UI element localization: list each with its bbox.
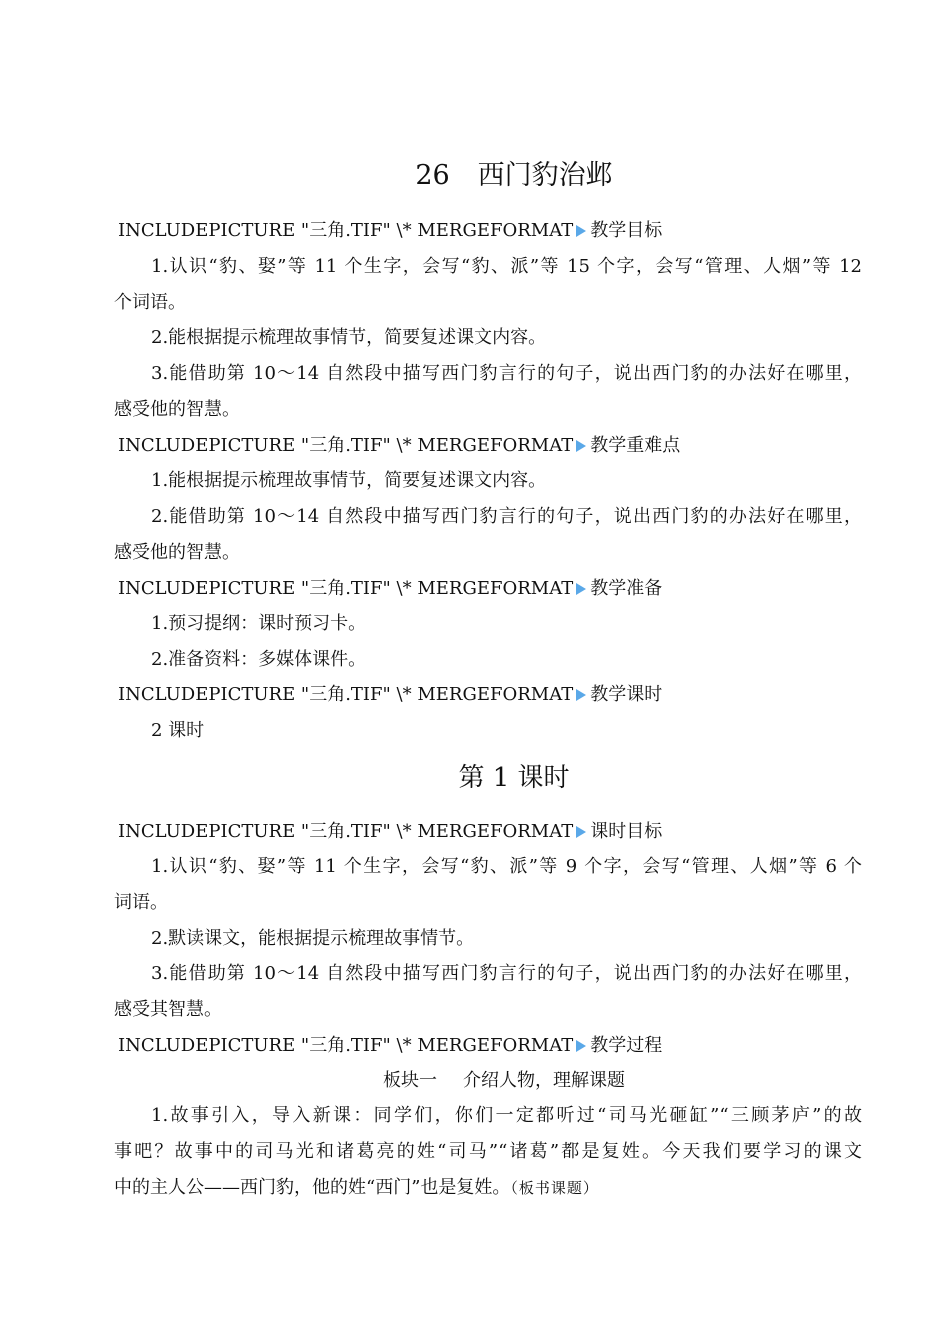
- prep-item-2: 2.准备资料：多媒体课件。: [151, 649, 367, 670]
- section-title: 教学准备: [590, 578, 663, 599]
- block-label: 板块一: [383, 1070, 437, 1091]
- period-title: 第 1 课时: [458, 763, 570, 793]
- section-title: 教学课时: [590, 684, 663, 705]
- section-heading-prep: [118, 578, 662, 600]
- section-title: 教学目标: [590, 220, 663, 241]
- section-title: 课时目标: [590, 821, 663, 842]
- lesson-number: 26: [415, 160, 450, 191]
- section-title: 教学重难点: [590, 435, 681, 456]
- section-heading-goals: [118, 220, 662, 242]
- goal-item-3: 3.能借助第 10～14 自然段中描写西门豹言行的句子，说出西门豹的办法好在哪里，: [151, 363, 862, 384]
- period-goal-2: 2.默读课文，能根据提示梳理故事情节。: [151, 928, 475, 949]
- block-heading: [114, 1070, 894, 1092]
- goal-item-1: 1.认识“豹、娶”等 11 个生字，会写“豹、派”等 15 个字，会写“管理、人烟”等 12: [151, 256, 862, 277]
- section-heading-process: [118, 1035, 662, 1057]
- period-goal-3: 3.能借助第 10～14 自然段中描写西门豹言行的句子，说出西门豹的办法好在哪里，: [151, 963, 862, 984]
- blue-triangle-icon: [576, 583, 586, 595]
- blue-triangle-icon: [576, 440, 586, 452]
- blue-triangle-icon: [576, 225, 586, 237]
- blue-triangle-icon: [576, 826, 586, 838]
- process-paragraph-1-cont: 事吧？故事中的司马光和诸葛亮的姓“司马”“诸葛”都是复姓。今天我们要学习的课文: [114, 1141, 862, 1162]
- key-point-2: 2.能借助第 10～14 自然段中描写西门豹言行的句子，说出西门豹的办法好在哪里，: [151, 506, 862, 527]
- lesson-name: 西门豹治邺: [477, 160, 613, 191]
- hours-value: 2 课时: [151, 720, 205, 741]
- process-paragraph-1: 1.故事引入，导入新课：同学们，你们一定都听过“司马光砸缸”“三顾茅庐”的故: [151, 1105, 862, 1126]
- lesson-title: [114, 158, 914, 194]
- section-title: 教学过程: [590, 1035, 663, 1056]
- goal-item-1-cont: 个词语。: [114, 292, 186, 313]
- blackboard-note: （板书课题）: [510, 1179, 599, 1197]
- blue-triangle-icon: [576, 1040, 586, 1052]
- section-heading-period-goals: [118, 821, 662, 843]
- field-code: INCLUDEPICTURE "三角.TIF" \* MERGEFORMAT: [118, 1035, 574, 1056]
- period-goal-1-cont: 词语。: [114, 892, 168, 913]
- field-code: INCLUDEPICTURE "三角.TIF" \* MERGEFORMAT: [118, 578, 574, 599]
- field-code: INCLUDEPICTURE "三角.TIF" \* MERGEFORMAT: [118, 435, 574, 456]
- process-paragraph-1-end: [114, 1177, 862, 1199]
- blue-triangle-icon: [576, 689, 586, 701]
- process-text: 中的主人公——西门豹，他的姓“西门”也是复姓。: [114, 1177, 511, 1198]
- field-code: INCLUDEPICTURE "三角.TIF" \* MERGEFORMAT: [118, 684, 574, 705]
- section-heading-hours: [118, 684, 662, 706]
- field-code: INCLUDEPICTURE "三角.TIF" \* MERGEFORMAT: [118, 821, 574, 842]
- key-point-1: 1.能根据提示梳理故事情节，简要复述课文内容。: [151, 470, 547, 491]
- goal-item-2: 2.能根据提示梳理故事情节，简要复述课文内容。: [151, 327, 547, 348]
- block-title: 介绍人物，理解课题: [463, 1070, 625, 1091]
- period-goal-3-cont: 感受其智慧。: [114, 999, 222, 1020]
- key-point-2-cont: 感受他的智慧。: [114, 542, 240, 563]
- prep-item-1: 1.预习提纲：课时预习卡。: [151, 613, 367, 634]
- field-code: INCLUDEPICTURE "三角.TIF" \* MERGEFORMAT: [118, 220, 574, 241]
- goal-item-3-cont: 感受他的智慧。: [114, 399, 240, 420]
- section-heading-key-points: [118, 435, 680, 457]
- period-goal-1: 1.认识“豹、娶”等 11 个生字，会写“豹、派”等 9 个字，会写“管理、人烟”等 6 个: [151, 856, 862, 877]
